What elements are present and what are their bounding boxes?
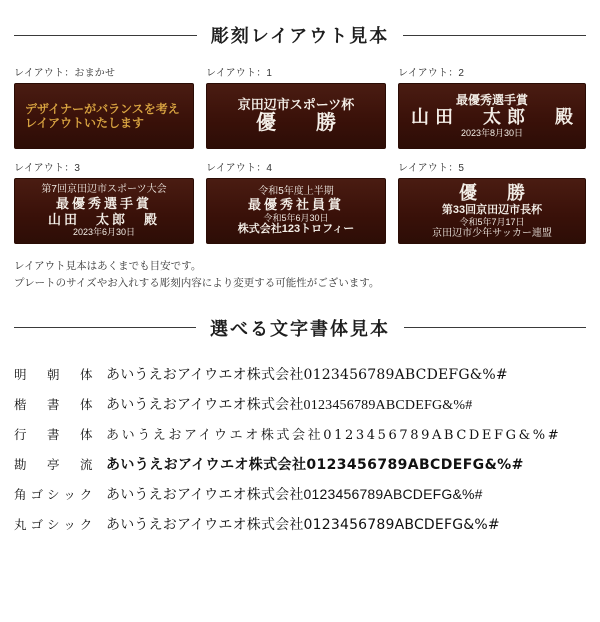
plate-preview — [14, 83, 194, 149]
font-sample-text: あいうえおアイウエオ株式会社0123456789ABCDEFG&%# — [106, 456, 524, 473]
font-name-label: 行 書 体 — [14, 427, 97, 442]
plate-line: 令和5年6月30日 — [263, 212, 329, 223]
heading-rule-right — [403, 35, 586, 36]
font-sample-row-mincho — [14, 359, 586, 389]
disclaimer-notes — [14, 258, 586, 293]
plate-line: 令和5年度上半期 — [258, 185, 334, 197]
font-sample-row-gyosho — [14, 419, 586, 449]
font-sample-row-kantei — [14, 449, 586, 479]
plate-line: 優 勝 — [256, 111, 346, 134]
heading-rule-left — [14, 327, 196, 328]
font-sample-text: あいうえおアイウエオ株式会社0123456789ABCDEFG&%# — [106, 428, 562, 444]
font-sample-text: あいうえおアイウエオ株式会社0123456789ABCDEFG&%# — [106, 516, 500, 533]
page-root — [0, 22, 600, 622]
font-sample-list — [14, 359, 586, 539]
layout-sample-2 — [398, 64, 586, 149]
plate-line: 山田 太郎 殿 — [411, 107, 579, 128]
plate-line: 第33回京田辺市長杯 — [441, 203, 543, 216]
plate-line: 2023年8月30日 — [460, 128, 524, 139]
layout-sample-5 — [398, 159, 586, 244]
layout-sample-omakase — [14, 64, 194, 149]
layout-sample-1 — [206, 64, 386, 149]
note-line: プレートのサイズやお入れする彫刻内容により変更する可能性がございます。 — [14, 277, 380, 290]
font-name-label: 丸ゴシック — [14, 517, 97, 532]
font-sample-text: あいうえおアイウエオ株式会社0123456789ABCDEFG&%# — [106, 397, 473, 413]
plate-line: レイアウトいたします — [25, 116, 145, 130]
layout-section-heading — [14, 22, 586, 48]
font-sample-text: あいうえおアイウエオ株式会社0123456789ABCDEFG&%# — [106, 366, 508, 383]
layout-heading-text: 彫刻レイアウト見本 — [210, 26, 390, 46]
layout-sample-3 — [14, 159, 194, 244]
font-sample-row-kakugothic — [14, 479, 586, 509]
plate-line: 優 勝 — [459, 182, 531, 203]
font-name-label: 角ゴシック — [14, 487, 97, 502]
heading-rule-left — [14, 35, 197, 36]
plate-line: 最優秀選手賞 — [55, 196, 152, 212]
plate-preview — [398, 83, 586, 149]
plate-line: 京田辺市少年サッカー連盟 — [432, 227, 552, 239]
plate-line: デザイナーがバランスを考え — [25, 101, 180, 116]
font-heading-text: 選べる文字書体見本 — [210, 318, 390, 339]
layout-sample-label: レイアウト：1 — [206, 68, 273, 79]
font-sample-text: あいうえおアイウエオ株式会社0123456789ABCDEFG&%# — [106, 485, 483, 502]
plate-preview — [14, 178, 194, 244]
heading-rule-right — [404, 327, 586, 328]
font-name-label: 明 朝 体 — [14, 367, 97, 382]
plate-line: 最優秀選手賞 — [455, 93, 528, 107]
plate-preview — [206, 178, 386, 244]
plate-line: 第7回京田辺市スポーツ大会 — [41, 184, 167, 196]
plate-line: 株式会社123トロフィー — [237, 223, 355, 236]
font-section-heading — [14, 315, 586, 341]
font-name-label: 楷 書 体 — [14, 397, 97, 412]
layout-sample-label: レイアウト：2 — [398, 68, 465, 79]
layout-sample-4 — [206, 159, 386, 244]
layout-sample-label: レイアウト：3 — [14, 163, 81, 174]
plate-line: 山田 太郎 殿 — [47, 211, 160, 227]
layout-sample-label: レイアウト：5 — [398, 163, 465, 174]
note-line: レイアウト見本はあくまでも目安です。 — [14, 260, 202, 272]
plate-line: 令和5年7月17日 — [459, 216, 525, 227]
font-sample-row-marugothic — [14, 509, 586, 539]
layout-sample-label: レイアウト：おまかせ — [14, 68, 116, 79]
plate-line: 京田辺市スポーツ杯 — [237, 96, 355, 112]
font-sample-row-kaisho — [14, 389, 586, 419]
font-name-label: 勘 亭 流 — [14, 457, 97, 472]
plate-preview — [206, 83, 386, 149]
plate-preview — [398, 178, 586, 244]
layout-sample-grid — [14, 64, 586, 244]
plate-line: 最優秀社員賞 — [247, 197, 344, 213]
plate-line: 2023年6月30日 — [72, 226, 136, 237]
layout-sample-label: レイアウト：4 — [206, 163, 273, 174]
